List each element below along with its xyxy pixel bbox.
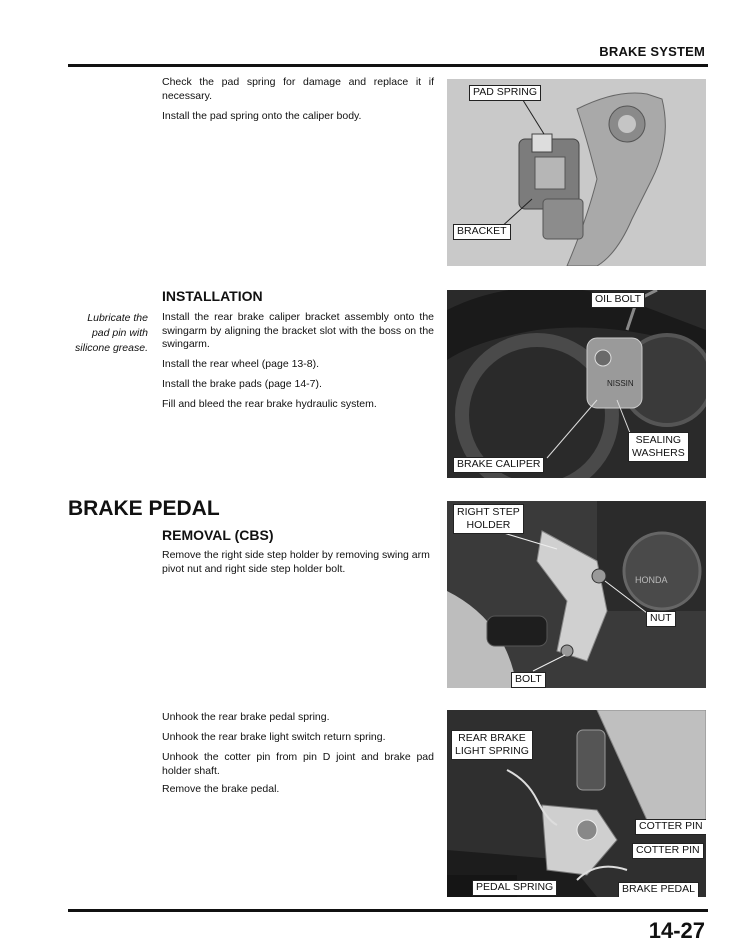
photo-label-right-step-holder xyxy=(453,504,524,534)
brake-caliper-photo xyxy=(447,290,706,478)
paragraph: Unhook the cotter pin from pin D joint and brake pad holder shaft. xyxy=(162,751,434,777)
paragraph: Install the rear wheel (page 13-8). xyxy=(162,358,320,370)
photo-label: BRAKE CALIPER xyxy=(453,457,544,473)
photo-label: BOLT xyxy=(511,672,546,688)
photo-label-sealing-washers xyxy=(628,432,689,462)
paragraph: Remove the right side step holder by removing swing arm pivot nut and right side step holder bolt. xyxy=(162,549,430,575)
paragraph: Remove the brake pedal. xyxy=(162,783,280,795)
step-holder-photo xyxy=(447,501,706,688)
section-heading: INSTALLATION xyxy=(162,288,263,304)
section-title: BRAKE SYSTEM xyxy=(599,44,705,59)
paragraph: Fill and bleed the rear brake hydraulic system. xyxy=(162,398,377,410)
brake-pedal-photo xyxy=(447,710,706,897)
photo-label-line: RIGHT STEP xyxy=(457,506,520,518)
photo-label: PEDAL SPRING xyxy=(472,880,557,896)
side-note xyxy=(60,311,148,356)
photo-label-line: SEALING xyxy=(635,434,682,446)
page-number: 14-27 xyxy=(648,918,705,943)
photo-label-line: REAR BRAKE xyxy=(458,732,526,744)
paragraph: Unhook the rear brake pedal spring. xyxy=(162,711,330,723)
photo-label: PAD SPRING xyxy=(469,85,541,101)
footer-rule xyxy=(68,909,708,912)
photo-label-line: LIGHT SPRING xyxy=(455,745,529,757)
paragraph: Install the pad spring onto the caliper body. xyxy=(162,110,362,122)
photo-label: COTTER PIN xyxy=(635,819,706,835)
photo-label-line: WASHERS xyxy=(632,447,685,459)
photo-label: OIL BOLT xyxy=(591,292,645,308)
paragraph: Install the rear brake caliper bracket assembly onto the swingarm by aligning the bracket slot with the boss on the swingarm. xyxy=(162,311,434,350)
svg-text:NISSIN: NISSIN xyxy=(607,379,634,388)
svg-text:HONDA: HONDA xyxy=(635,575,668,585)
photo-label: BRACKET xyxy=(453,224,511,240)
side-note-line: pad pin with xyxy=(91,327,148,339)
photo-label: BRAKE PEDAL xyxy=(618,882,699,897)
photo-label: COTTER PIN xyxy=(632,843,704,859)
photo-label-rear-brake-light-spring xyxy=(451,730,533,760)
side-note-line: silicone grease. xyxy=(75,342,148,354)
paragraph: Install the brake pads (page 14-7). xyxy=(162,378,322,390)
photo-label: NUT xyxy=(646,611,676,627)
section-heading: REMOVAL (CBS) xyxy=(162,527,274,543)
side-note-line: Lubricate the xyxy=(87,312,148,324)
photo-label-line: HOLDER xyxy=(466,519,511,531)
pad-spring-photo xyxy=(447,79,706,266)
paragraph: Check the pad spring for damage and replace it if necessary. xyxy=(162,76,434,102)
paragraph: Unhook the rear brake light switch return spring. xyxy=(162,731,386,743)
section-title-large: BRAKE PEDAL xyxy=(68,497,220,520)
header-rule xyxy=(68,64,708,67)
